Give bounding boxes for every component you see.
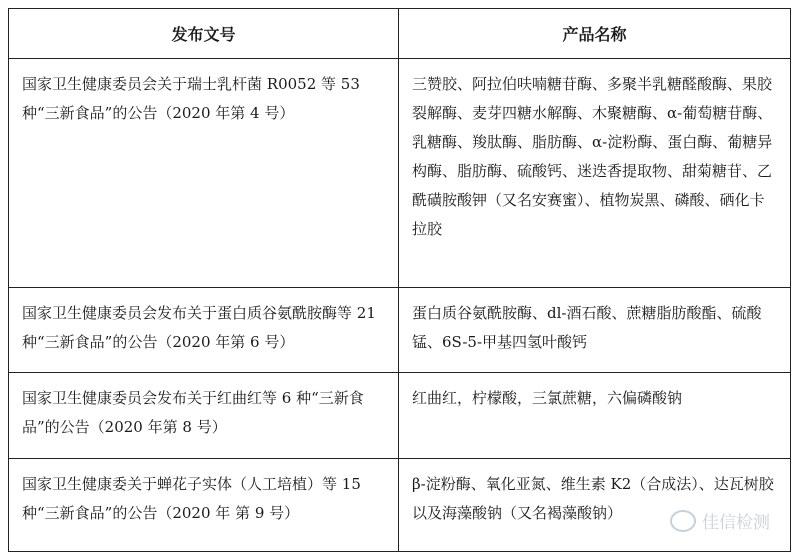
header-notice-number: 发布文号 [9, 9, 399, 59]
products-cell [399, 459, 791, 552]
products-text: 蛋白质谷氨酰胺酶、dl-酒石酸、蔗糖脂肪酸酯、硫酸锰、6S-5-甲基四氢叶酸钙 [412, 304, 762, 351]
table-row [9, 288, 791, 373]
notice-cell [9, 288, 399, 373]
notice-cell [9, 59, 399, 288]
notice-cell [9, 373, 399, 459]
table-row [9, 459, 791, 552]
notice-cell [9, 459, 399, 552]
products-cell [399, 373, 791, 459]
products-text: β-淀粉酶、氧化亚氮、维生素 K2（合成法）、达瓦树胶以及海藻酸钠（又名褐藻酸钠） [412, 475, 774, 522]
table-header-row [9, 9, 791, 59]
notice-text: 国家卫生健康委关于蝉花子实体（人工培植）等 15 种“三新食品”的公告（2020 年 第 9 号） [22, 475, 361, 522]
products-cell [399, 288, 791, 373]
products-text: 三赞胶、阿拉伯呋喃糖苷酶、多聚半乳糖醛酸酶、果胶裂解酶、麦芽四糖水解酶、木聚糖酶、α-葡萄糖苷酶、乳糖酶、羧肽酶、脂肪酶、α-淀粉酶、蛋白酶、葡糖异构酶、脂肪酶、硫酸钙、迷迭香提取物、甜菊糖苷、乙酰磺胺酸钾（又名安赛蜜）、植物炭黑、磷酸、硒化卡拉胶 [412, 75, 773, 238]
table-row [9, 373, 791, 459]
notice-text: 国家卫生健康委员会发布关于红曲红等 6 种“三新食品”的公告（2020 年第 8 号） [22, 389, 364, 436]
notice-text: 国家卫生健康委员会关于瑞士乳杆菌 R0052 等 53 种“三新食品”的公告（2020 年第 4 号） [22, 75, 360, 122]
announcement-table [8, 8, 791, 552]
header-product-name: 产品名称 [399, 9, 791, 59]
notice-text: 国家卫生健康委员会发布关于蛋白质谷氨酰胺酶等 21 种“三新食品”的公告（2020 年第 6 号） [22, 304, 376, 351]
watermark-text: 佳信检测 [702, 513, 770, 533]
products-text: 红曲红，柠檬酸，三氯蔗糖，六偏磷酸钠 [412, 389, 683, 407]
table-row [9, 59, 791, 288]
products-cell [399, 59, 791, 288]
